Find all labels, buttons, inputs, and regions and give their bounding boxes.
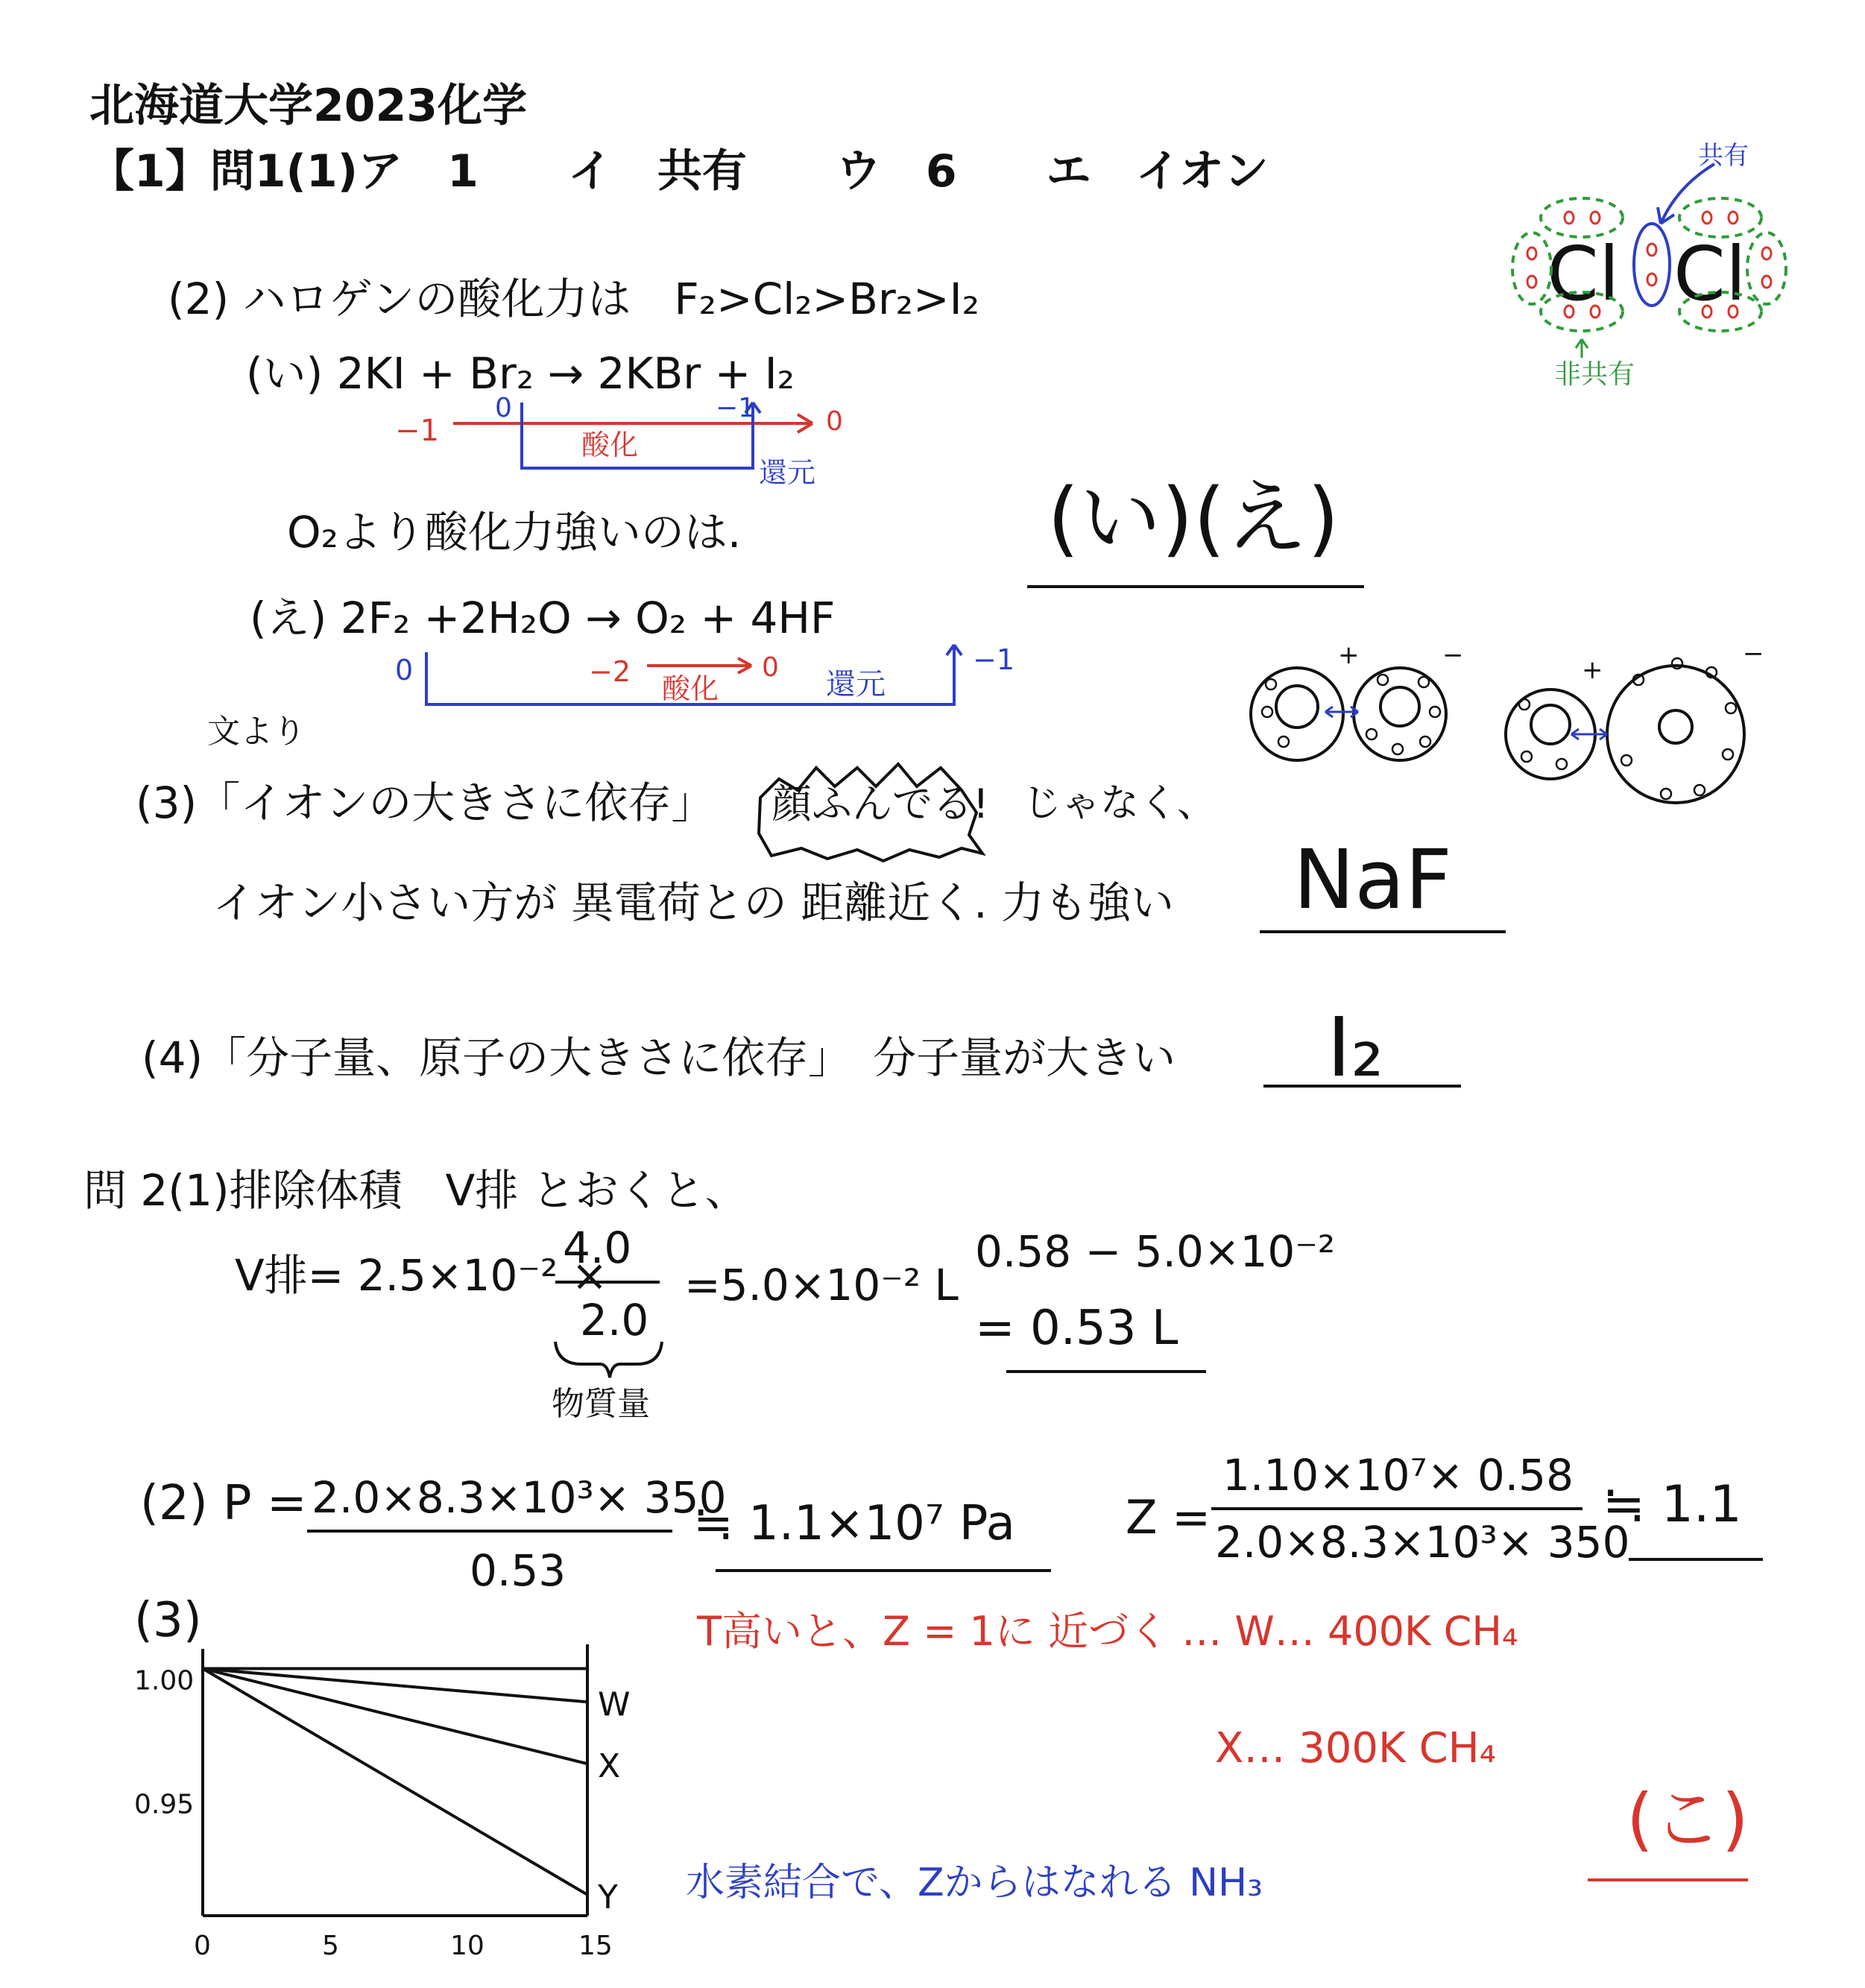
chart-series xyxy=(203,1669,587,1895)
ox-number-e-m1: −1 xyxy=(973,643,1015,676)
answer-q1-2: (い)(え) xyxy=(1047,470,1339,566)
q1-3-line1-tail: じゃなく、 xyxy=(1023,781,1216,826)
q1-2-halogen-line: (2) ハロゲンの酸化力は F₂>Cl₂>Br₂>I₂ xyxy=(168,274,979,324)
q2-1-eq-right: =5.0×10⁻² L xyxy=(684,1260,959,1310)
ox-number-e-zero: 0 xyxy=(395,654,414,687)
ox-number-i-m1: −1 xyxy=(716,393,756,423)
shared-pair-label: 共有 xyxy=(1698,141,1749,171)
ox-number-i-zero2: 0 xyxy=(826,406,843,437)
ox-number-i-zero: 0 xyxy=(495,393,512,423)
q1-answers-row: 【1】問1(1)ア 1 イ 共有 ウ 6 エ イオン xyxy=(89,145,1269,198)
x-tick-label: 15 xyxy=(578,1931,613,1961)
x-tick-label: 0 xyxy=(194,1931,211,1961)
nonshared-pair-label: 非共有 xyxy=(1554,359,1635,390)
q2-1-calc1: 0.58 − 5.0×10⁻² xyxy=(975,1226,1336,1277)
q2-1-denominator: 2.0 xyxy=(580,1295,649,1345)
series-line-x xyxy=(203,1669,587,1764)
page-title: 北海道大学2023化学 xyxy=(89,80,527,132)
q2-2-p-numerator: 2.0×8.3×10³× 350 xyxy=(312,1472,727,1523)
ion-charge-plus-2: + xyxy=(1582,655,1603,685)
series-line-y xyxy=(203,1669,587,1895)
q1-4-line: (4)「分子量、原子の大きさに依存」 分子量が大きい xyxy=(142,1032,1176,1083)
o2-stronger-line: O₂より酸化力強いのは. xyxy=(287,507,742,558)
reduction-label-i: 還元 xyxy=(759,456,816,489)
oxidation-label-i: 酸化 xyxy=(581,429,639,461)
brace-label-amount: 物質量 xyxy=(552,1385,650,1423)
cl-atom-right: Cl xyxy=(1673,230,1746,318)
ox-number-e-zero2: 0 xyxy=(762,652,779,683)
q2-3-note-red2: X… 300K CH₄ xyxy=(1215,1724,1497,1773)
q2-1-line1: 問 2(1)排除体積 V排 とおくと、 xyxy=(83,1165,748,1216)
x-tick-label: 10 xyxy=(450,1931,485,1961)
ox-number-i-left: −1 xyxy=(395,414,439,448)
q2-2-p-denominator: 0.53 xyxy=(470,1545,567,1596)
answer-q1-3: NaF xyxy=(1293,832,1452,927)
q2-1-numerator: 4.0 xyxy=(563,1222,632,1273)
series-label-w: W xyxy=(598,1685,631,1724)
q2-3-note-red1: T高いと、Z = 1に 近づく … W… 400K CH₄ xyxy=(697,1608,1518,1655)
ion-charge-minus-1: − xyxy=(1442,640,1464,670)
y-tick-label: 1.00 xyxy=(134,1665,195,1697)
ion-charge-minus-2: − xyxy=(1743,639,1764,669)
answer-q2-3: (こ) xyxy=(1626,1779,1749,1859)
ox-number-e-m2: −2 xyxy=(589,655,631,688)
note-from-text: 文より xyxy=(207,713,306,751)
q2-2-p-left: (2) P = xyxy=(140,1476,307,1531)
q2-2-p-result: ≒ 1.1×10⁷ Pa xyxy=(693,1496,1015,1551)
reaction-i: (い) 2KI + Br₂ → 2KBr + I₂ xyxy=(246,348,795,399)
speech-bubble-text: 顔ふんでる! xyxy=(771,780,989,827)
x-tick-label: 5 xyxy=(322,1931,339,1961)
reaction-e: (え) 2F₂ +2H₂O → O₂ + 4HF xyxy=(250,593,836,643)
y-tick-label: 0.95 xyxy=(134,1789,195,1820)
cl-atom-left: Cl xyxy=(1547,230,1620,318)
q2-3-label: (3) xyxy=(134,1593,202,1648)
oxidation-label-e: 酸化 xyxy=(662,672,719,705)
q2-2-z-numerator: 1.10×10⁷× 0.58 xyxy=(1222,1450,1574,1501)
reduction-label-e: 還元 xyxy=(826,667,886,701)
q2-2-z-denominator: 2.0×8.3×10³× 350 xyxy=(1215,1517,1630,1568)
q2-3-note-blue: 水素結合で、Zからはなれる NH₃ xyxy=(686,1861,1263,1905)
q1-3-line2: イオン小さい方が 異電荷との 距離近く. 力も強い xyxy=(212,877,1175,928)
ion-charge-plus-1: + xyxy=(1338,640,1360,670)
series-line-w xyxy=(203,1669,587,1703)
q2-1-eq-left: V排= 2.5×10⁻² × xyxy=(235,1250,608,1301)
q2-2-z-left: Z = xyxy=(1126,1490,1211,1544)
q2-1-calc2: = 0.53 L xyxy=(975,1301,1178,1356)
series-label-x: X xyxy=(598,1747,621,1786)
q1-3-line1: (3)「イオンの大きさに依存」 xyxy=(136,777,715,828)
answer-q1-4: I₂ xyxy=(1327,1000,1384,1095)
q2-2-z-result: ≒ 1.1 xyxy=(1603,1475,1742,1534)
series-label-y: Y xyxy=(598,1878,618,1916)
